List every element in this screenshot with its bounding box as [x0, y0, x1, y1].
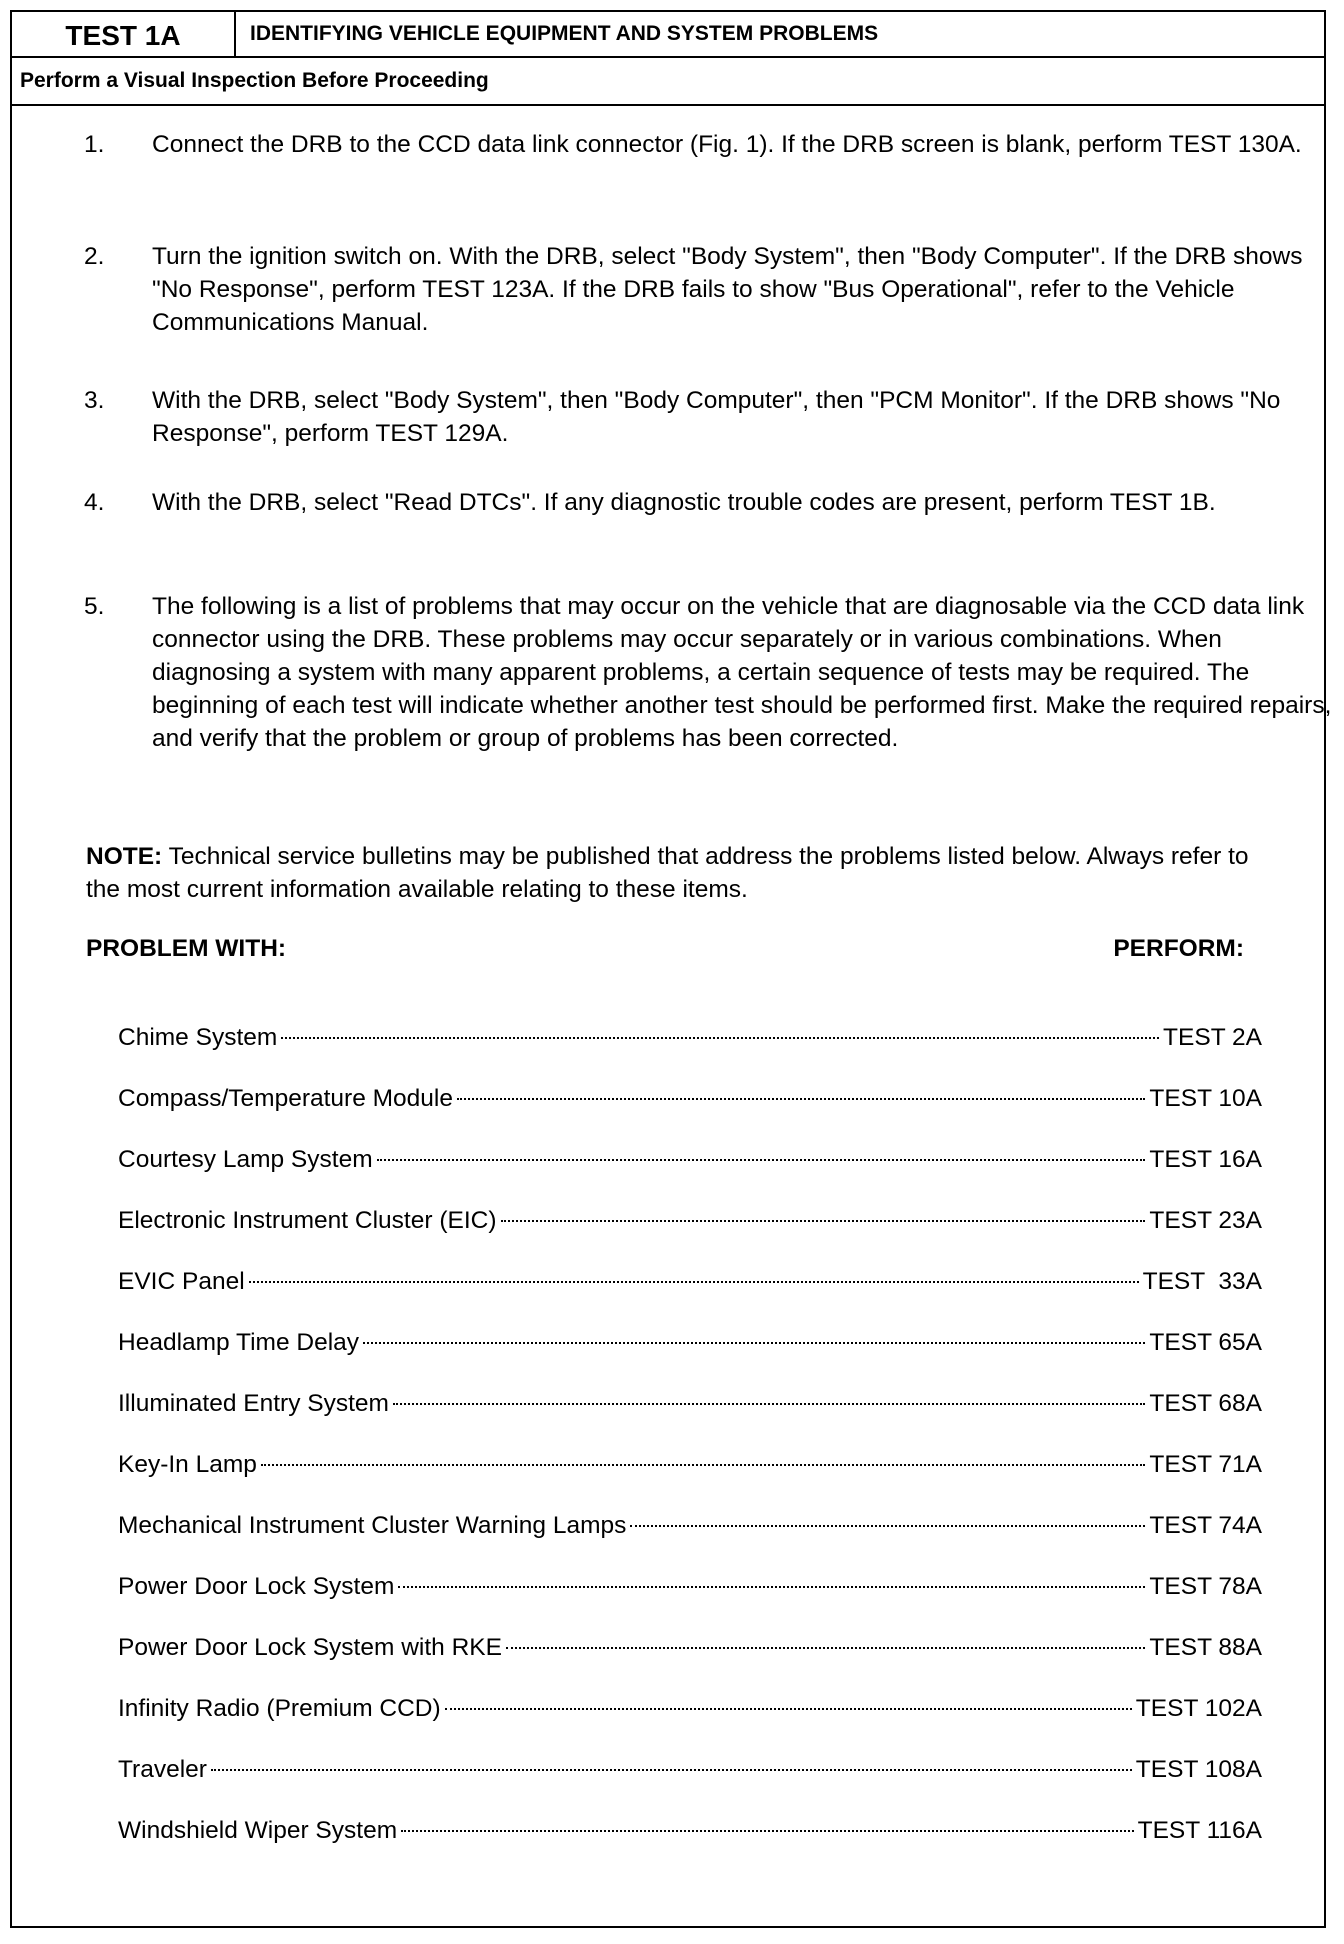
problem-name: Windshield Wiper System [118, 1817, 398, 1844]
problem-name: Courtesy Lamp System [118, 1146, 373, 1173]
step-number: 4. [84, 489, 105, 516]
step-text: Connect the DRB to the CCD data link connector (Fig. 1). If the DRB screen is blank, perform TEST 130A. [152, 131, 1302, 158]
problem-row [118, 1508, 1262, 1544]
note-paragraph [86, 840, 1286, 906]
test-reference: TEST 10A [1149, 1085, 1262, 1112]
step-number: 1. [84, 131, 105, 158]
problem-name: Compass/Temperature Module [118, 1085, 453, 1112]
problem-row [118, 1630, 1262, 1666]
dot-leader [211, 1769, 1132, 1771]
problem-row [118, 1386, 1262, 1422]
subheader: Perform a Visual Inspection Before Proceeding [12, 58, 1324, 106]
dot-leader [501, 1220, 1146, 1222]
procedure-page-frame [10, 10, 1332, 1928]
dot-leader [377, 1159, 1146, 1161]
problem-name: Chime System [118, 1024, 278, 1051]
test-reference: TEST 65A [1149, 1329, 1262, 1356]
problem-name: Mechanical Instrument Cluster Warning Lamps [118, 1512, 627, 1539]
header-row [12, 12, 1324, 58]
step-number: 2. [84, 243, 105, 270]
test-reference: TEST 23A [1149, 1207, 1262, 1234]
problem-name: Infinity Radio (Premium CCD) [118, 1695, 441, 1722]
problem-row [118, 1813, 1262, 1849]
problem-row [118, 1264, 1262, 1300]
problem-row [118, 1081, 1262, 1117]
problem-row [118, 1203, 1262, 1239]
test-reference: TEST 88A [1149, 1634, 1262, 1661]
dot-leader [401, 1830, 1134, 1832]
test-reference: TEST 16A [1149, 1146, 1262, 1173]
dot-leader [630, 1525, 1145, 1527]
problem-name: EVIC Panel [118, 1268, 245, 1295]
test-reference: TEST 71A [1149, 1451, 1262, 1478]
dot-leader [445, 1708, 1132, 1710]
test-reference: TEST 78A [1149, 1573, 1262, 1600]
problem-name: Illuminated Entry System [118, 1390, 389, 1417]
test-id: TEST 1A [12, 12, 236, 56]
step-number: 3. [84, 387, 105, 414]
problem-name: Traveler [118, 1756, 207, 1783]
note-text: Technical service bulletins may be published that address the problems listed below. Always refer to the most current information available relating to these items. [86, 843, 1249, 903]
dot-leader [249, 1281, 1139, 1283]
problem-name: Power Door Lock System with RKE [118, 1634, 502, 1661]
dot-leader [506, 1647, 1145, 1649]
dot-leader [363, 1342, 1145, 1344]
problem-row [118, 1752, 1262, 1788]
step-text: The following is a list of problems that may occur on the vehicle that are diagnosable via the CCD data link connector using the DRB. These problems may occur separately or in various combinations. When diagnosing a system with many apparent problems, a certain sequence of tests may be required. The beginning of each test will indicate whether another test should be performed first. Make the required repairs, and verify that the problem or group of problems has been corrected. [152, 593, 1332, 752]
problem-name: Headlamp Time Delay [118, 1329, 360, 1356]
test-reference: TEST 68A [1149, 1390, 1262, 1417]
step-text: With the DRB, select "Read DTCs". If any diagnostic trouble codes are present, perform TEST 1B. [152, 489, 1216, 516]
test-reference: TEST 33A [1142, 1268, 1262, 1295]
dot-leader [261, 1464, 1146, 1466]
test-reference: TEST 116A [1137, 1817, 1262, 1844]
dot-leader [398, 1586, 1145, 1588]
test-reference: TEST 2A [1163, 1024, 1262, 1051]
problem-name: Electronic Instrument Cluster (EIC) [118, 1207, 497, 1234]
note-label: NOTE: [86, 843, 163, 870]
perform-column-heading: PERFORM: [1113, 935, 1244, 962]
problem-row [118, 1691, 1262, 1727]
page-title: IDENTIFYING VEHICLE EQUIPMENT AND SYSTEM PROBLEMS [250, 22, 879, 45]
dot-leader [393, 1403, 1145, 1405]
test-reference: TEST 102A [1135, 1695, 1262, 1722]
test-reference: TEST 108A [1135, 1756, 1262, 1783]
problem-row [118, 1325, 1262, 1361]
problem-name: Key-In Lamp [118, 1451, 257, 1478]
problem-row [118, 1447, 1262, 1483]
step-text: Turn the ignition switch on. With the DRB, select "Body System", then "Body Computer". If the DRB shows "No Response", perform TEST 123A. If the DRB fails to show "Bus Operational", refer to the Vehicle Communications Manual. [152, 243, 1303, 336]
problem-row [118, 1020, 1262, 1056]
dot-leader [281, 1037, 1159, 1039]
test-reference: TEST 74A [1149, 1512, 1262, 1539]
problem-row [118, 1569, 1262, 1605]
step-number: 5. [84, 593, 105, 620]
problem-row [118, 1142, 1262, 1178]
problem-name: Power Door Lock System [118, 1573, 395, 1600]
problem-column-heading: PROBLEM WITH: [86, 935, 287, 962]
dot-leader [457, 1098, 1145, 1100]
step-text: With the DRB, select "Body System", then "Body Computer", then "PCM Monitor". If the DRB shows "No Response", perform TEST 129A. [152, 387, 1281, 447]
